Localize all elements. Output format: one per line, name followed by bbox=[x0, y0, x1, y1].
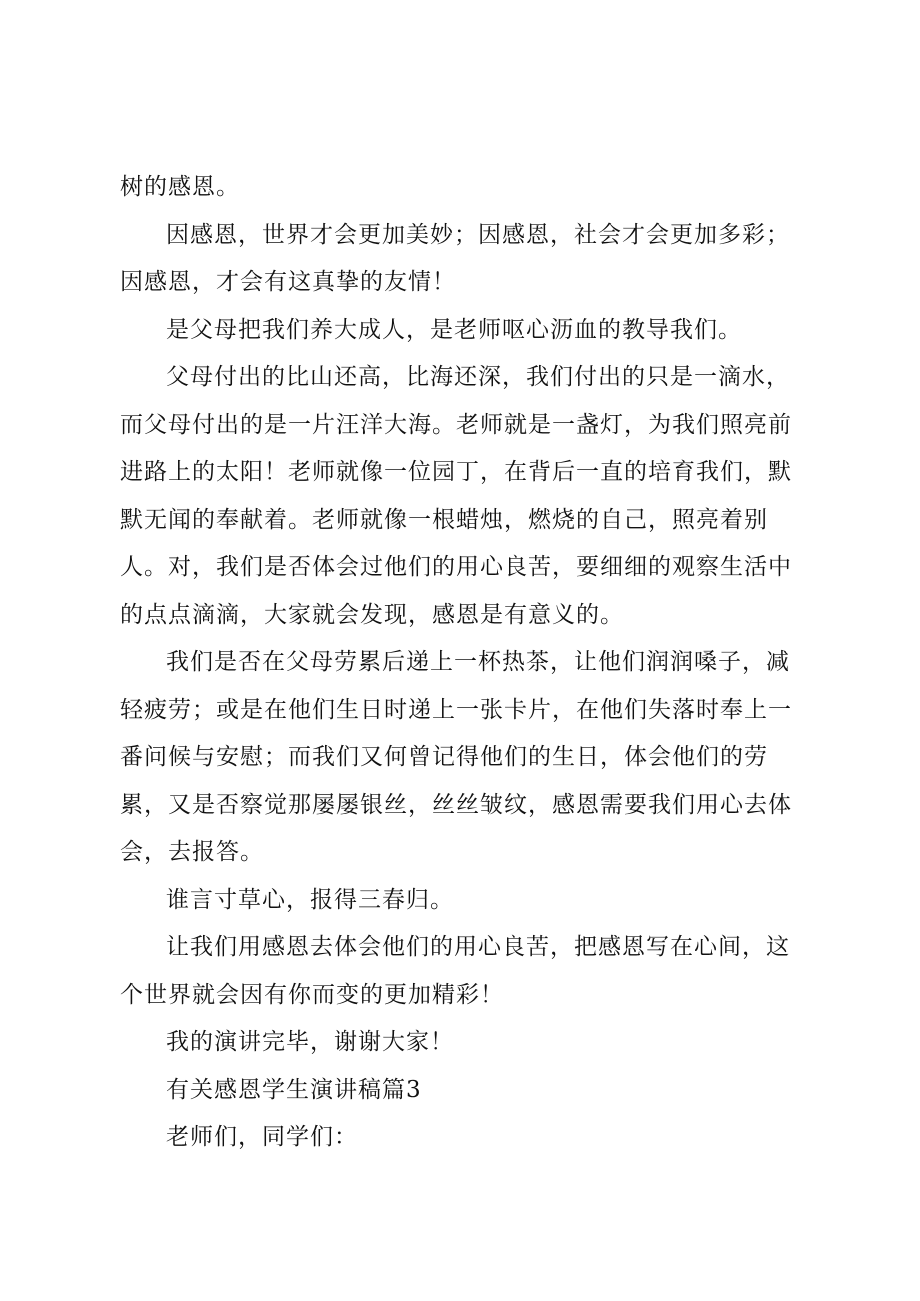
paragraph: 我的演讲完毕，谢谢大家！ bbox=[166, 1029, 454, 1055]
paragraph: 让我们用感恩去体会他们的用心良苦，把感恩写在心间，这个世界就会因有你而变的更加精彩！ bbox=[120, 934, 790, 1008]
paragraph-continuation: 树的感恩。 bbox=[120, 174, 240, 200]
section-heading: 有关感恩学生演讲稿篇3 bbox=[166, 1076, 422, 1103]
document-body bbox=[120, 164, 810, 1162]
paragraph: 父母付出的比山还高，比海还深，我们付出的只是一滴水，而父母付出的是一片汪洋大海。老师就是一盏灯，为我们照亮前进路上的太阳！老师就像一位园丁，在背后一直的培育我们，默默无闻的奉献着。老师就像一根蜡烛，燃烧的自己，照亮着别人。对，我们是否体会过他们的用心良苦，要细细的观察生活中的点点滴滴，大家就会发现，感恩是有意义的。 bbox=[120, 364, 792, 628]
paragraph: 谁言寸草心，报得三春归。 bbox=[166, 886, 454, 913]
salutation: 老师们，同学们： bbox=[166, 1124, 358, 1150]
paragraph: 是父母把我们养大成人，是老师呕心沥血的教导我们。 bbox=[166, 316, 742, 343]
paragraph: 我们是否在父母劳累后递上一杯热茶，让他们润润嗓子，减轻疲劳；或是在他们生日时递上一张卡片，在他们失落时奉上一番问候与安慰；而我们又何曾记得他们的生日，体会他们的劳累，又是否察觉那屡屡银丝，丝丝皱纹，感恩需要我们用心去体会，去报答。 bbox=[120, 649, 792, 865]
paragraph: 因感恩，世界才会更加美妙；因感恩，社会才会更加多彩；因感恩，才会有这真挚的友情！ bbox=[120, 221, 790, 295]
